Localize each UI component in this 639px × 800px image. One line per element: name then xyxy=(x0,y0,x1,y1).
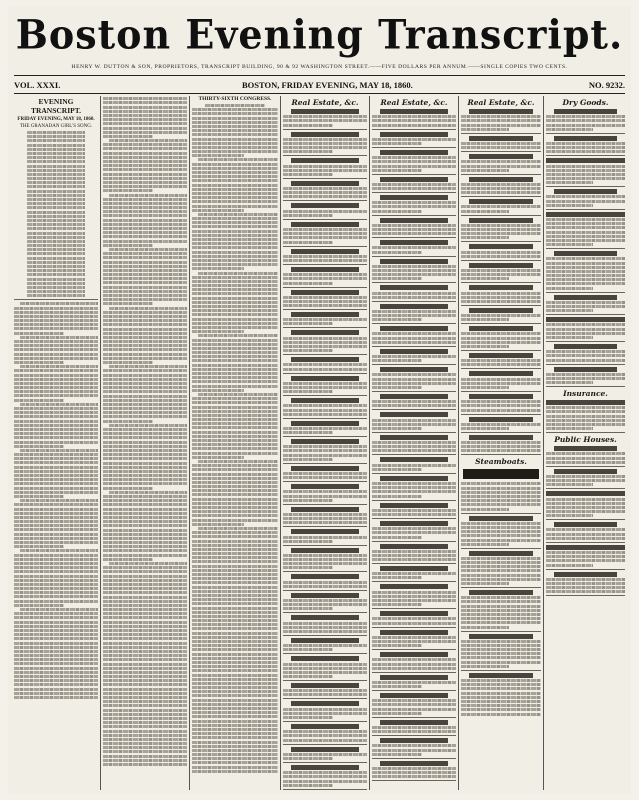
dateline xyxy=(14,78,625,92)
steamboats-heading: Steamboats. xyxy=(475,457,527,467)
publisher-imprint: HENRY W. DUTTON & SON, PROPRIETORS, TRANSCRIPT BUILDING, 90 & 92 WASHINGTON STREET.——FIVE DOLLARS PER ANNUM.——SINGLE COPIES TWO CENTS. xyxy=(71,64,568,70)
column-3 xyxy=(192,96,278,790)
issue-date: BOSTON, FRIDAY EVENING, MAY 18, 1860. xyxy=(242,80,413,90)
column-1-heading: EVENING TRANSCRIPT. xyxy=(30,97,82,115)
insurance-heading: Insurance. xyxy=(563,389,608,399)
newspaper-title: Boston Evening Transcript. xyxy=(15,10,624,59)
masthead xyxy=(8,6,631,64)
column-4-heading: Real Estate, &c. xyxy=(291,98,359,107)
column-2 xyxy=(103,96,187,790)
header-rule-top xyxy=(14,75,625,76)
column-2-body xyxy=(103,97,187,766)
column-7-heading: Dry Goods. xyxy=(562,98,609,107)
column-3-body xyxy=(192,104,278,773)
column-5 xyxy=(372,96,456,790)
column-7 xyxy=(546,96,625,790)
column-4 xyxy=(283,96,367,790)
volume-label: VOL. XXXI. xyxy=(14,80,61,90)
newspaper-page xyxy=(8,6,631,794)
column-6 xyxy=(461,96,541,790)
column-7-ads xyxy=(546,109,625,596)
column-5-heading: Real Estate, &c. xyxy=(380,98,448,107)
column-6-heading: Real Estate, &c. xyxy=(467,98,535,107)
column-4-ads xyxy=(283,109,367,790)
column-5-ads xyxy=(372,109,456,781)
column-1-body xyxy=(14,131,98,699)
issue-number: NO. 9232. xyxy=(588,80,625,90)
column-1 xyxy=(14,96,98,790)
header-rule-bottom xyxy=(14,93,625,94)
column-6-ads xyxy=(461,109,541,716)
columns xyxy=(14,96,625,790)
public-houses-heading: Public Houses. xyxy=(554,435,617,445)
column-1-subheading: FRIDAY EVENING, MAY 18, 1860. xyxy=(17,117,95,122)
column-3-heading: THIRTY-SIXTH CONGRESS. xyxy=(198,96,272,102)
poem-title: THE GRANADAN GIRL'S SONG. xyxy=(19,124,93,129)
